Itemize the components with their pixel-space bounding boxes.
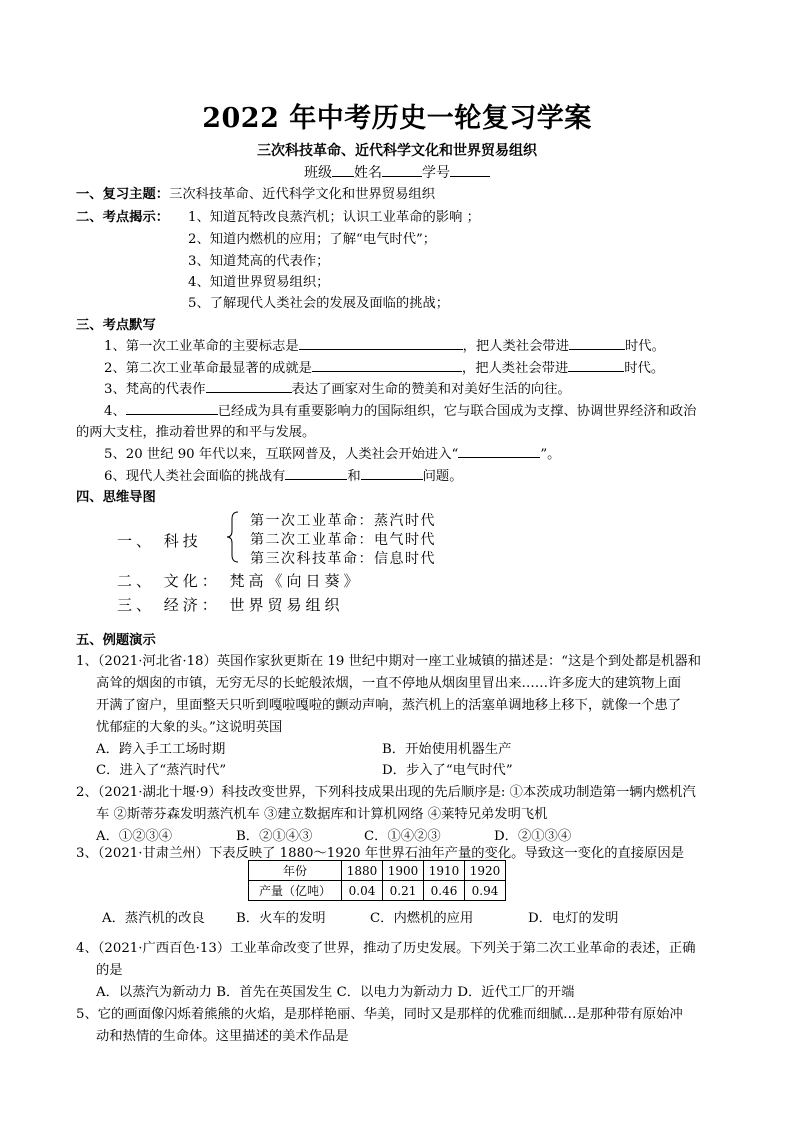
section-1-heading: 一、复习主题： (76, 187, 170, 202)
fill-q5-blank[interactable] (458, 445, 540, 458)
fill-q2-text-b: ，把人类社会带进 (461, 361, 569, 376)
oil-production-table (248, 860, 506, 901)
table-header-output: 产量（亿吨） (249, 881, 342, 901)
example-q1-line-3: 开满了窗户，里面整天只听到嘎啦嘎啦的颤动声响，蒸汽机上的活塞单调地移上移下，就像一个患了 (96, 698, 682, 713)
section-2-heading: 二、考点揭示： (76, 210, 170, 225)
fill-q3-text-b: 表达了画家对生命的赞美和对美好生活的向往。 (291, 382, 571, 397)
fill-question-2 (104, 357, 664, 376)
id-blank[interactable] (450, 164, 490, 177)
example-q2-option-b[interactable]: B．②①④③ (236, 829, 313, 844)
fill-question-4-cont: 的两大支柱，推动着世界的和平与发展。 (76, 425, 316, 440)
page-title: 2022 年中考历史一轮复习学案 (202, 103, 592, 134)
table-cell: 0.46 (424, 881, 465, 901)
section-1-text: 三次科技革命、近代科学文化和世界贸易组织 (169, 187, 436, 202)
table-row (249, 861, 506, 881)
fill-q3-blank[interactable] (206, 380, 292, 393)
example-q1-line-1: 1、（2021·河北省·18）英国作家狄更斯在 19 世纪中期对一座工业城镇的描述是：“这是个到处都是机器和 (76, 654, 702, 669)
class-label: 班级 (304, 165, 332, 181)
example-q1-option-a[interactable]: A．跨入手工工场时期 (96, 742, 226, 757)
fill-q2-blank-1[interactable] (312, 359, 462, 372)
example-q3-option-d[interactable]: D．电灯的发明 (528, 911, 619, 926)
fill-q6-text-c: 问题。 (422, 469, 463, 484)
fill-q1-text-a: 1、第一次工业革命的主要标志是 (104, 339, 299, 354)
fill-q6-text-b: 和 (347, 469, 361, 484)
fill-q1-text-b: ，把人类社会带进 (462, 339, 569, 354)
fill-q5-text-b: ”。 (540, 447, 561, 462)
class-blank[interactable] (332, 164, 354, 177)
fill-q5-text-a: 5、20 世纪 90 年代以来，互联网普及，人类社会开始进入“ (104, 447, 459, 462)
fill-q6-blank-2[interactable] (361, 467, 423, 480)
fill-question-6 (104, 465, 463, 484)
name-blank[interactable] (382, 164, 422, 177)
table-cell: 1920 (465, 861, 506, 881)
fill-q4-text-a: 4、 (104, 404, 126, 419)
mindmap-tech-item-3: 第三次科技革命：信息时代 (250, 551, 436, 567)
example-q3-option-c[interactable]: C．内燃机的应用 (370, 911, 474, 926)
example-q1-option-b[interactable]: B．开始使用机器生产 (382, 742, 512, 757)
key-point-1: 1、知道瓦特改良蒸汽机；认识工业革命的影响 ； (188, 210, 480, 225)
fill-q2-text-c: 时代。 (624, 361, 665, 376)
table-cell: 1910 (424, 861, 465, 881)
fill-q1-blank-1[interactable] (299, 337, 463, 350)
example-q2-option-c[interactable]: C．①④②③ (364, 829, 441, 844)
fill-q4-text-b: 已经成为具有重要影响力的国际组织，它与联合国成为支撑、协调世界经济和政治 (217, 404, 697, 419)
example-q2-option-d[interactable]: D．②①③④ (494, 829, 572, 844)
table-cell: 0.94 (465, 881, 506, 901)
mindmap-brace-icon (226, 511, 240, 563)
example-q1-line-4: 忧郁症的大象的头。”这说明英国 (96, 720, 283, 735)
section-5-heading: 五、例题演示 (76, 633, 156, 648)
table-cell: 0.04 (342, 881, 383, 901)
example-q3-option-b[interactable]: B．火车的发明 (236, 911, 326, 926)
fill-question-3 (104, 378, 571, 397)
mindmap-branch-culture: 二、 文化： 梵高《向日葵》 (117, 572, 363, 590)
example-q1-option-d[interactable]: D．步入了“电气时代” (382, 763, 513, 778)
key-point-5: 5、了解现代人类社会的发展及面临的挑战； (188, 296, 450, 311)
fill-q6-text-a: 6、现代人类社会面临的挑战有 (104, 469, 286, 484)
fill-question-1 (104, 335, 665, 354)
fill-q1-blank-2[interactable] (569, 337, 625, 350)
fill-q3-text-a: 3、梵高的代表作 (104, 382, 206, 397)
mindmap-branch-tech: 一、 科技 (117, 532, 202, 550)
mindmap-tech-item-1: 第一次工业革命：蒸汽时代 (250, 513, 436, 529)
page-subtitle: 三次科技革命、近代科学文化和世界贸易组织 (257, 143, 537, 159)
table-cell: 1880 (342, 861, 383, 881)
example-q3-line: 3、（2021·甘肃兰州）下表反映了 1880～1920 年世界石油年产量的变化。导致这一变化的直接原因是 (76, 846, 684, 861)
example-q2-line-2: 车 ②斯蒂芬森发明蒸汽机车 ③建立数据库和计算机网络 ④莱特兄弟发明飞机 (96, 807, 548, 822)
table-row (249, 881, 506, 901)
fill-question-5 (104, 443, 560, 462)
example-q5-line-2: 动和热情的生命体。这里描述的美术作品是 (96, 1029, 349, 1044)
example-q4-line-2: 的是 (96, 963, 123, 978)
example-q2-option-a[interactable]: A．①②③④ (96, 829, 173, 844)
key-point-4: 4、知道世界贸易组织； (188, 275, 330, 290)
example-q5-line-1: 5、它的画面像闪烁着熊熊的火焰，是那样艳丽、华美，同时又是那样的优雅而细腻…是那种带有原始冲 (76, 1007, 683, 1022)
example-q4-line-1: 4、（2021·广西百色·13）工业革命改变了世界，推动了历史发展。下列关于第二次工业革命的表述，正确 (76, 941, 696, 956)
fill-question-4 (104, 400, 696, 419)
key-point-2: 2、知道内燃机的应用；了解“电气时代”； (188, 232, 437, 247)
mindmap-branch-economy: 三、 经济： 世界贸易组织 (117, 596, 344, 614)
fill-q2-text-a: 2、第二次工业革命最显著的成就是 (104, 361, 312, 376)
example-q1-option-c[interactable]: C．进入了“蒸汽时代” (96, 763, 227, 778)
example-q1-line-2: 高耸的烟囱的市镇，无穷无尽的长蛇般浓烟，一直不停地从烟囱里冒出来……许多庞大的建筑物上面 (96, 676, 682, 691)
fill-q6-blank-1[interactable] (285, 467, 347, 480)
table-header-year: 年份 (249, 861, 342, 881)
fill-q4-blank[interactable] (126, 402, 218, 415)
section-4-heading: 四、思维导图 (76, 490, 156, 505)
example-q4-options[interactable]: A．以蒸汽为新动力 B．首先在英国发生 C．以电力为新动力 D．近代工厂的开端 (96, 985, 575, 1000)
name-label: 姓名 (354, 165, 382, 181)
table-cell: 1900 (383, 861, 424, 881)
mindmap-tech-item-2: 第二次工业革命：电气时代 (250, 532, 436, 548)
example-q3-option-a[interactable]: A．蒸汽机的改良 (102, 911, 205, 926)
example-q2-line-1: 2、（2021·湖北十堰·9）科技改变世界，下列科技成果出现的先后顺序是: ①本茨成功制造第一辆内燃机汽 (76, 785, 696, 800)
student-info-line (0, 162, 794, 182)
fill-q1-text-c: 时代。 (625, 339, 665, 354)
key-point-3: 3、知道梵高的代表作； (188, 254, 330, 269)
table-cell: 0.21 (383, 881, 424, 901)
section-3-heading: 三、考点默写 (76, 318, 156, 333)
section-1 (76, 183, 435, 202)
id-label: 学号 (422, 165, 450, 181)
fill-q2-blank-2[interactable] (568, 359, 624, 372)
